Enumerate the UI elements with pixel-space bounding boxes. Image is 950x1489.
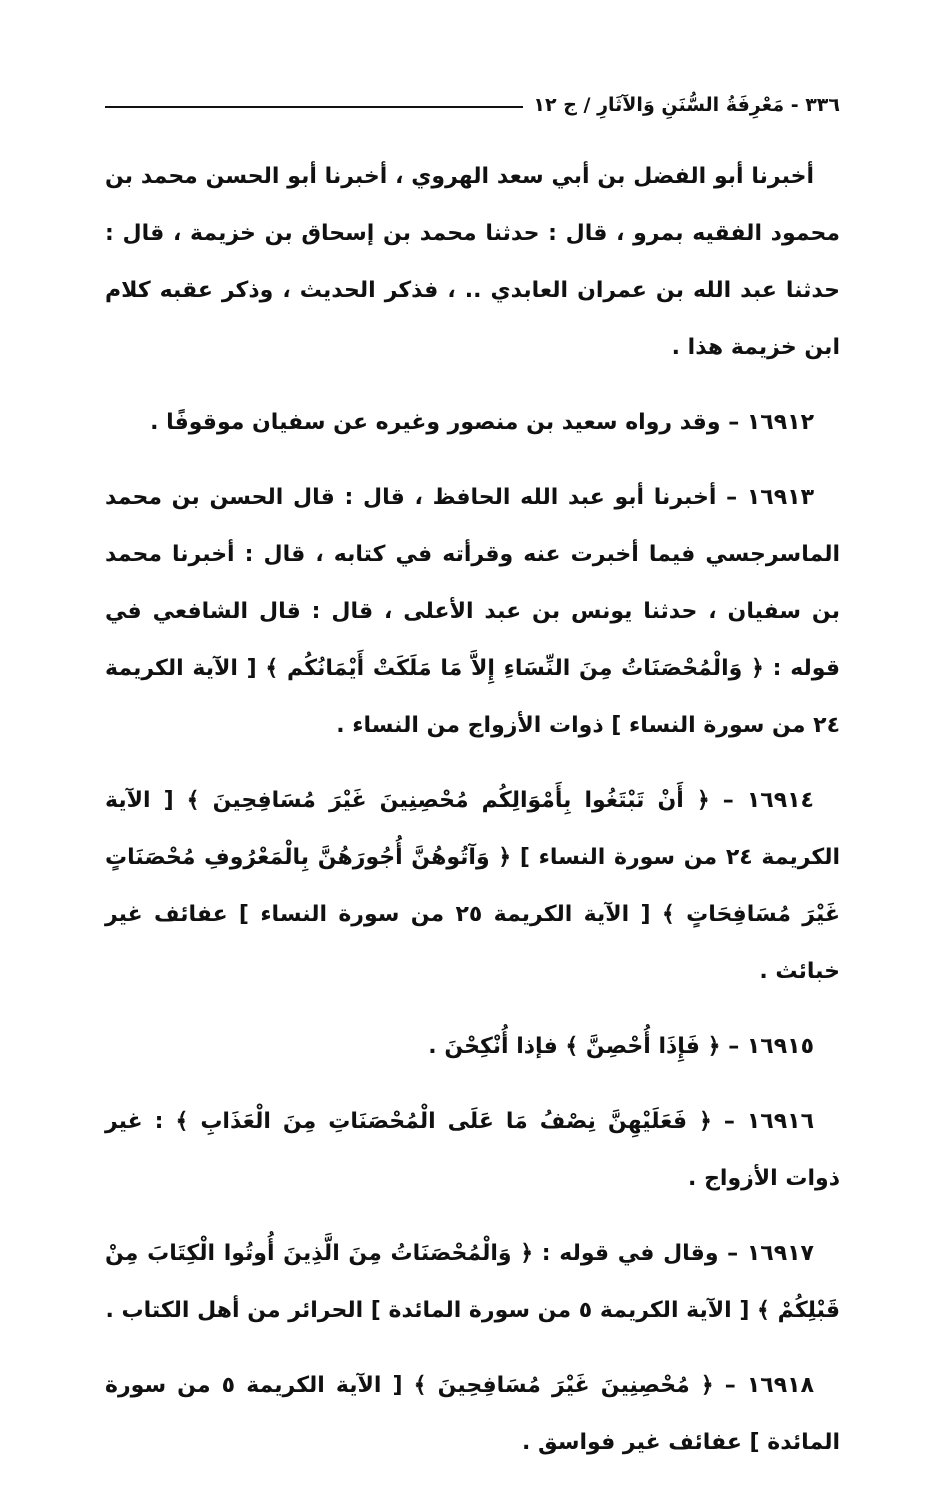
paragraph-text: ﴿ فَإِذَا أُحْصِنَّ ﴾ فإذا أُنْكِحْنَ . (428, 1034, 721, 1059)
hadith-number: ١٦٩١٢ – (728, 410, 814, 435)
paragraph-text: أخبرنا أبو عبد الله الحافظ ، قال : قال الحسن بن محمد الماسرجسي فيما أخبرت عنه وقرأته في كتابه ، قال : أخبرنا محمد بن سفيان ، حدثنا يونس بن عبد الأعلى ، قال : قال الشافعي في قوله : ﴿ وَالْمُحْصَنَاتُ مِنَ النِّسَاءِ إِلاَّ مَا مَلَكَتْ أَيْمَانُكُم ﴾ [ الآية الكريمة ٢٤ من سورة النساء ] ذوات الأزواج من النساء . (105, 485, 840, 738)
paragraph-text: أخبرنا أبو الفضل بن أبي سعد الهروي ، أخبرنا أبو الحسن محمد بن محمود الفقيه بمرو ، قال : حدثنا محمد بن إسحاق بن خزيمة ، قال : حدثنا عبد الله بن عمران العابدي .. ، فذكر الحديث ، وذكر عقبه كلام ابن خزيمة هذا . (105, 164, 840, 360)
paragraph-16915 (105, 1018, 840, 1075)
paragraph-16913 (105, 469, 840, 754)
paragraph-16912 (105, 394, 840, 451)
paragraph-16918 (105, 1357, 840, 1471)
running-head-text: ٣٣٦ - مَعْرِفَةُ السُّنَنِ وَالآثَارِ / ج ١٢ (533, 94, 840, 116)
hadith-number: ١٦٩١٧ – (727, 1241, 814, 1266)
paragraph-text: وقد رواه سعيد بن منصور وغيره عن سفيان موقوفًا . (150, 410, 721, 435)
paragraph-16914 (105, 772, 840, 1000)
paragraph-16916 (105, 1093, 840, 1207)
hadith-number: ١٦٩١٦ – (723, 1109, 814, 1134)
paragraph-text: ﴿ مُحْصِنِينَ غَيْرَ مُسَافِحِينَ ﴾ [ الآية الكريمة ٥ من سورة المائدة ] عفائف غير فواسق . (105, 1373, 840, 1455)
hadith-number: ١٦٩١٥ – (728, 1034, 814, 1059)
paragraph-intro (105, 148, 840, 376)
paragraph-text: ﴿ أَنْ تَبْتَغُوا بِأَمْوَالِكُم مُحْصِنِينَ غَيْرَ مُسَافِحِينَ ﴾ [ الآية الكريمة ٢٤ من سورة النساء ] ﴿ وَآتُوهُنَّ أُجُورَهُنَّ بِالْمَعْرُوفِ مُحْصَنَاتٍ غَيْرَ مُسَافِحَاتٍ ﴾ [ الآية الكريمة ٢٥ من سورة النساء ] عفائف غير خبائث . (105, 788, 841, 984)
hadith-number: ١٦٩١٣ – (726, 485, 814, 510)
main-text (105, 148, 840, 1489)
header-rule (105, 106, 523, 108)
paragraph-text: وقال في قوله : ﴿ وَالْمُحْصَنَاتُ مِنَ الَّذِينَ أُوتُوا الْكِتَابَ مِنْ قَبْلِكُمْ ﴾ [ الآية الكريمة ٥ من سورة المائدة ] الحرائر من أهل الكتاب . (105, 1241, 840, 1323)
hadith-number: ١٦٩١٨ – (724, 1373, 814, 1398)
paragraph-16917 (105, 1225, 840, 1339)
hadith-number: ١٦٩١٤ – (722, 788, 814, 813)
paragraph-text: ﴿ فَعَلَيْهِنَّ نِصْفُ مَا عَلَى الْمُحْصَنَاتِ مِنَ الْعَذَابِ ﴾ : غير ذوات الأزواج . (105, 1109, 840, 1191)
running-head (105, 88, 840, 122)
